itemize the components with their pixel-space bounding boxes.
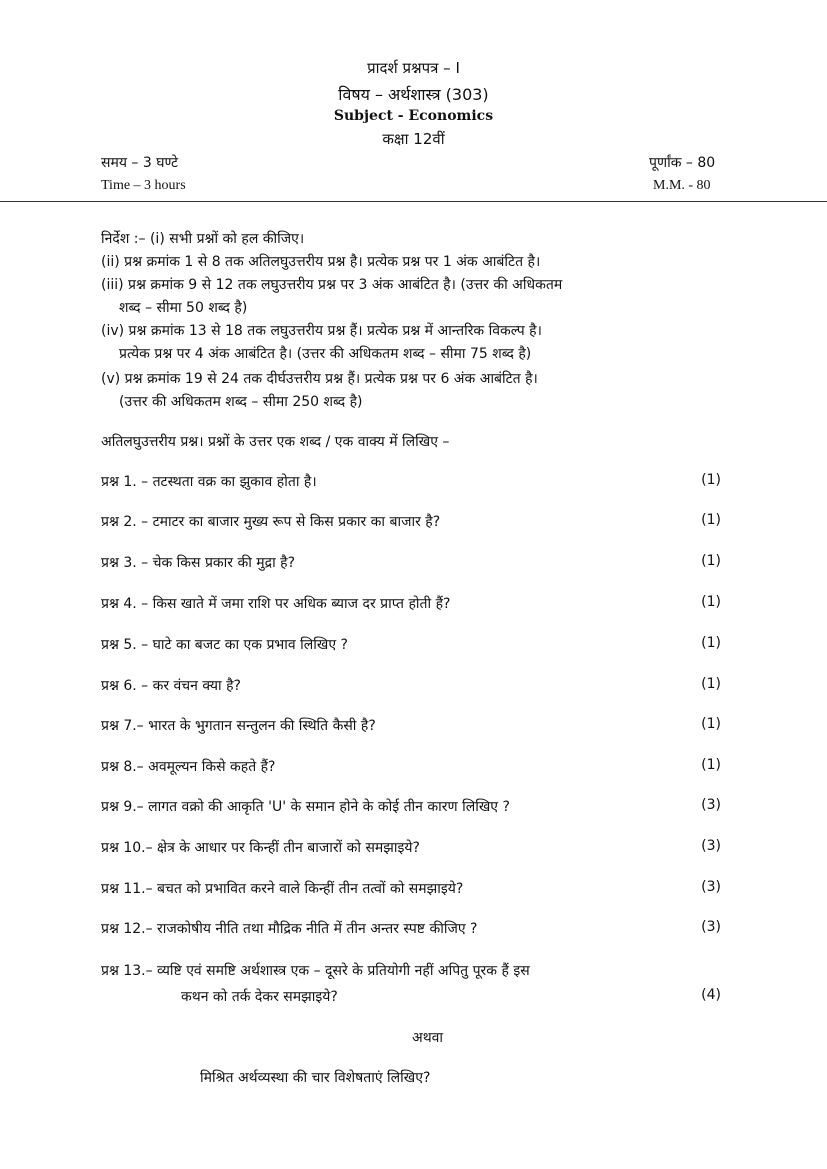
question-text: प्रश्न 2. – टमाटर का बाजार मुख्य रूप से किस प्रकार का बाजार है? [101, 514, 441, 530]
question-marks: (3) [701, 919, 721, 935]
header-divider [0, 201, 827, 202]
section-heading: अतिलघुउत्तरीय प्रश्न। प्रश्नों के उत्तर एक शब्द / एक वाक्य में लिखिए – [101, 434, 450, 450]
question-row [101, 919, 721, 938]
question-text: प्रश्न 5. – घाटे का बजट का एक प्रभाव लिखिए ? [101, 637, 348, 653]
question-row [101, 635, 721, 654]
question-row [101, 512, 721, 531]
question-row [101, 676, 721, 695]
question-marks: (1) [701, 553, 721, 569]
or-label: अथवा [412, 1030, 444, 1046]
question-text: प्रश्न 4. – किस खाते में जमा राशि पर अधिक ब्याज दर प्राप्त होती हैं? [101, 596, 451, 612]
question-text: प्रश्न 8.– अवमूल्यन किसे कहते हैं? [101, 759, 276, 775]
question-marks: (1) [701, 512, 721, 528]
question-row [101, 987, 721, 1006]
question-row [101, 716, 721, 735]
time-hindi: समय – 3 घण्टे [101, 155, 179, 171]
question-marks: (1) [701, 676, 721, 692]
question-marks: (3) [701, 879, 721, 895]
question-marks: (3) [701, 838, 721, 854]
question-row [101, 553, 721, 572]
marks-hindi: पूर्णांक – 80 [649, 155, 716, 171]
question-marks: (1) [701, 635, 721, 651]
question-marks: (1) [701, 594, 721, 610]
question-text: प्रश्न 10.– क्षेत्र के आधार पर किन्हीं तीन बाजारों को समझाइये? [101, 840, 420, 856]
question-row [101, 594, 721, 613]
instruction-line: निर्देश :– (i) सभी प्रश्नों को हल कीजिए। [101, 231, 305, 247]
instruction-line: शब्द – सीमा 50 शब्द है) [119, 300, 248, 316]
question-text: प्रश्न 6. – कर वंचन क्या है? [101, 678, 241, 694]
subject-hindi: विषय – अर्थशास्त्र (303) [338, 85, 489, 104]
time-english: Time – 3 hours [101, 178, 186, 193]
question-marks: (3) [701, 797, 721, 813]
question-marks: (1) [701, 472, 721, 488]
instruction-line: (ii) प्रश्न क्रमांक 1 से 8 तक अतिलघुउत्तरीय प्रश्न है। प्रत्येक प्रश्न पर 1 अंक आबंटित है। [101, 254, 541, 270]
question-text: प्रश्न 9.– लागत वक्रो की आकृति 'U' के समान होने के कोई तीन कारण लिखिए ? [101, 799, 510, 815]
paper-title: प्रादर्श प्रश्नपत्र – I [367, 59, 460, 77]
question-text: प्रश्न 7.– भारत के भुगतान सन्तुलन की स्थिति कैसी है? [101, 718, 376, 734]
question-row [101, 757, 721, 776]
question-marks: (1) [701, 757, 721, 773]
question-13-line-1: प्रश्न 13.– व्यष्टि एवं समष्टि अर्थशास्त्र एक – दूसरे के प्रतियोगी नहीं अपितु पूरक हैं इस [101, 963, 530, 979]
question-13-line-2: कथन को तर्क देकर समझाइये? [181, 989, 338, 1005]
alternative-question: मिश्रित अर्थव्यस्था की चार विशेषताएं लिखिए? [200, 1070, 431, 1086]
question-row [101, 472, 721, 491]
instruction-line: (iv) प्रश्न क्रमांक 13 से 18 तक लघुउत्तरीय प्रश्न हैं। प्रत्येक प्रश्न में आन्तरिक विकल्प है। [101, 323, 542, 339]
question-text: प्रश्न 11.– बचत को प्रभावित करने वाले किन्हीं तीन तत्वों को समझाइये? [101, 881, 464, 897]
question-row [101, 797, 721, 816]
question-marks: (1) [701, 716, 721, 732]
instruction-line: (v) प्रश्न क्रमांक 19 से 24 तक दीर्घउत्तरीय प्रश्न हैं। प्रत्येक प्रश्न पर 6 अंक आबंटित है। [101, 371, 538, 387]
question-text: प्रश्न 1. – तटस्थता वक्र का झुकाव होता है। [101, 474, 317, 490]
marks-english: M.M. - 80 [653, 178, 711, 193]
question-text: प्रश्न 12.– राजकोषीय नीति तथा मौद्रिक नीति में तीन अन्तर स्पष्ट कीजिए ? [101, 921, 478, 937]
instruction-line: प्रत्येक प्रश्न पर 4 अंक आबंटित है। (उत्तर की अधिकतम शब्द – सीमा 75 शब्द है) [119, 346, 532, 362]
question-row [101, 838, 721, 857]
question-text: प्रश्न 3. – चेक किस प्रकार की मुद्रा है? [101, 555, 296, 571]
class-label: कक्षा 12वीं [382, 130, 445, 148]
instruction-line: (उत्तर की अधिकतम शब्द – सीमा 250 शब्द है) [119, 394, 363, 410]
question-row [101, 879, 721, 898]
instruction-line: (iii) प्रश्न क्रमांक 9 से 12 तक लघुउत्तरीय प्रश्न पर 3 अंक आबंटित है। (उत्तर की अधिकतम [101, 277, 563, 293]
subject-english: Subject - Economics [333, 108, 494, 124]
question-marks: (4) [701, 987, 721, 1003]
